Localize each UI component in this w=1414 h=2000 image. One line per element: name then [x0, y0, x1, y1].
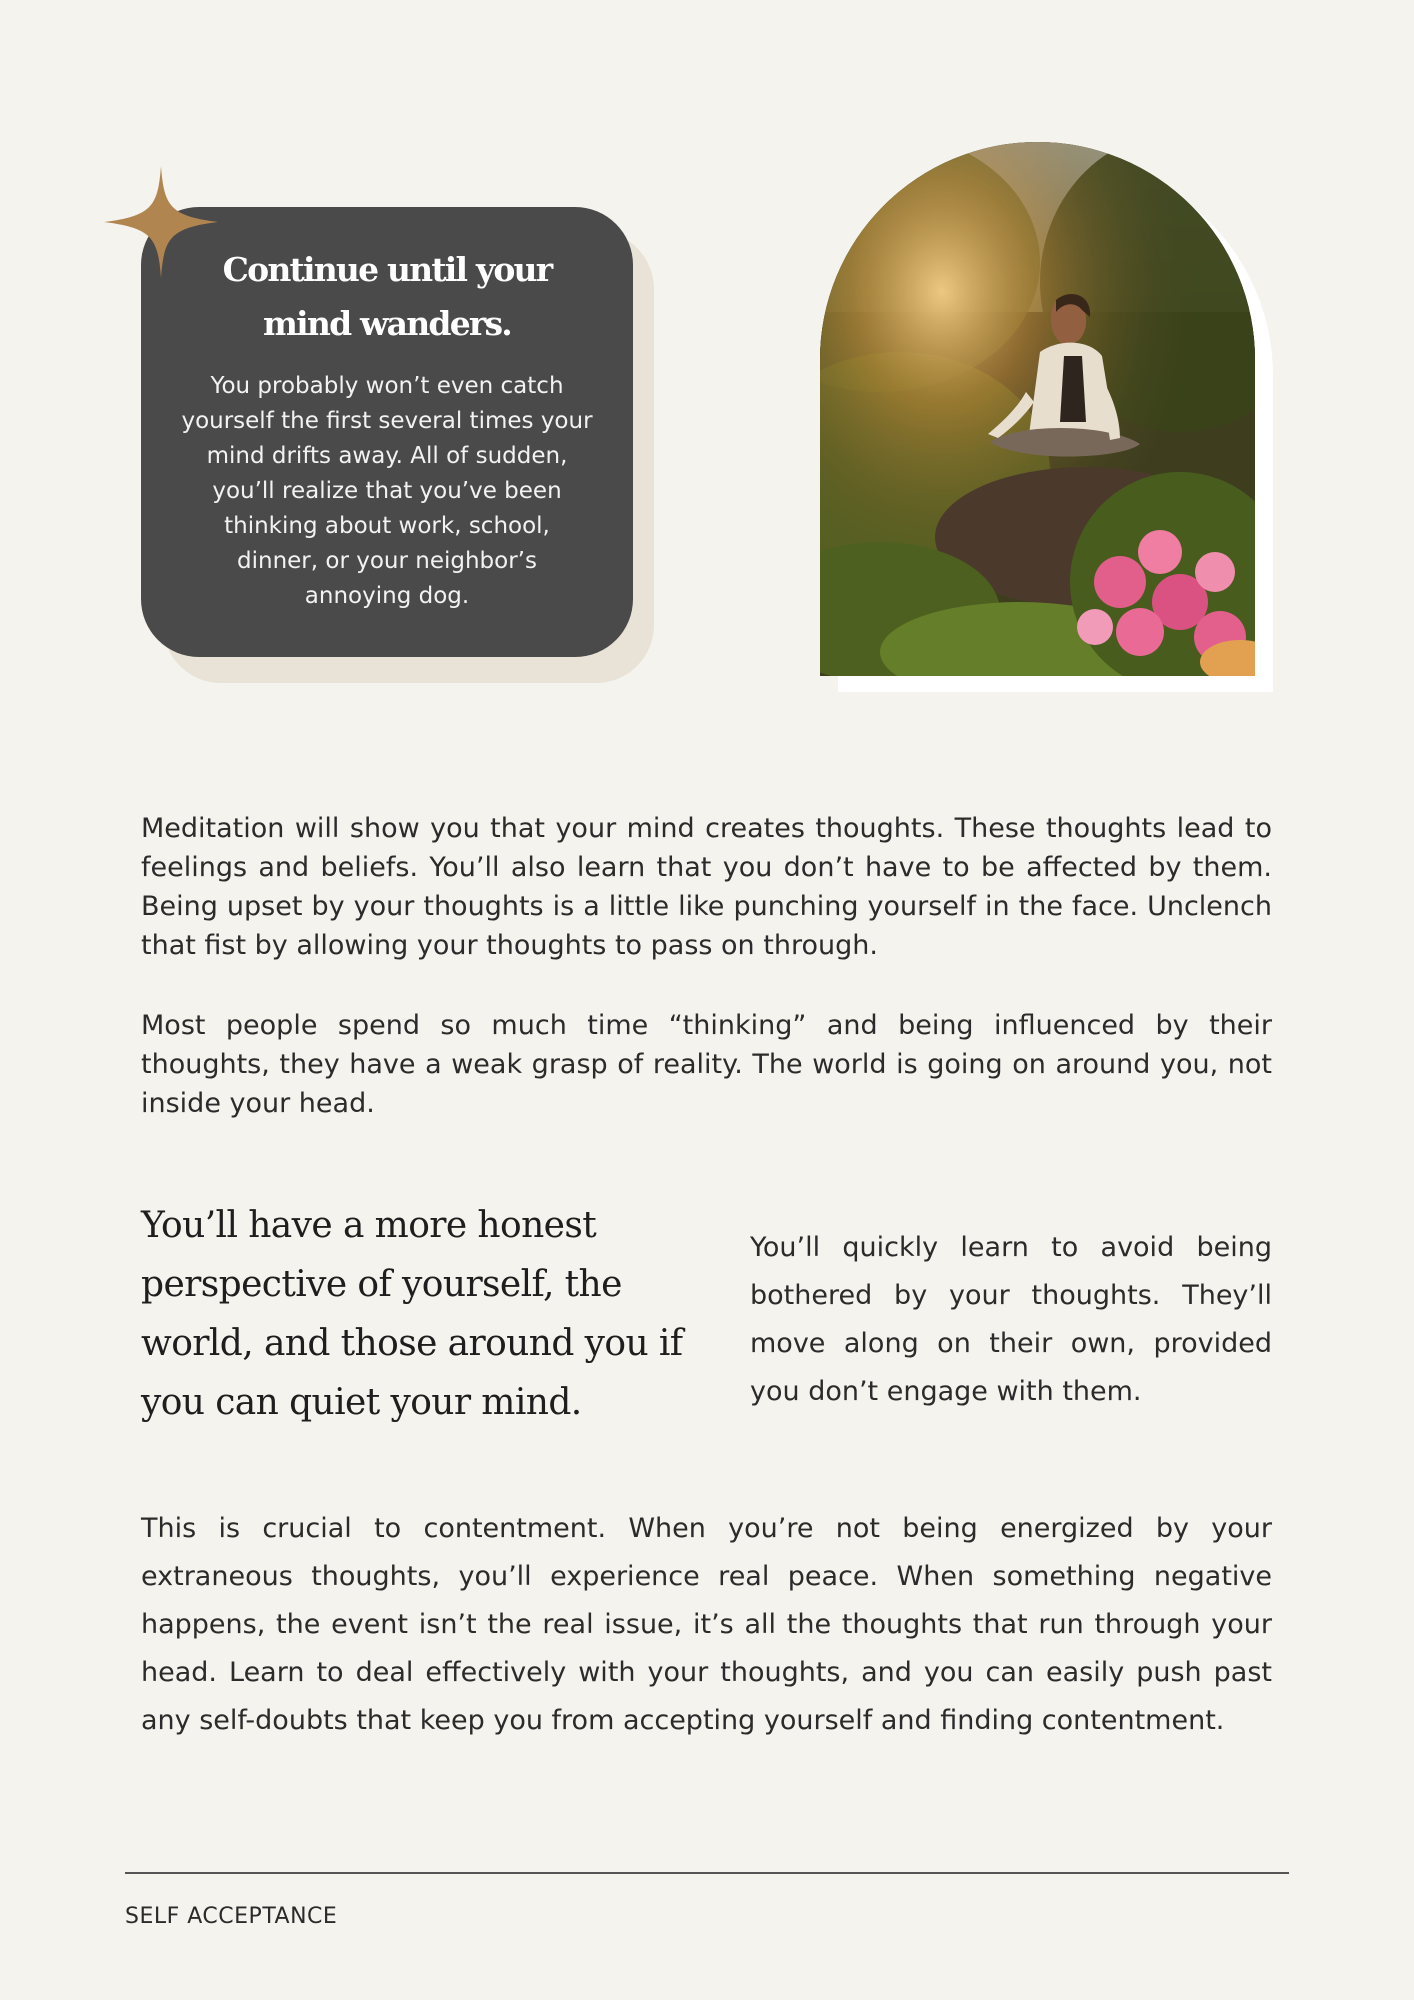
footer-divider: [125, 1872, 1289, 1874]
paragraph-2: Most people spend so much time “thinking” and being influenced by their thoughts, they have a weak grasp of reality. The world is going on around you, not inside your head.: [141, 1010, 1272, 1119]
paragraph-3: This is crucial to contentment. When you’re not being energized by your extraneous thoughts, you’ll experience real peace. When something negative happens, the event isn’t the real issue, it’s all the thoughts that run through your head. Learn to deal effectively with your thoughts, and you can easily push past any self-doubts that keep you from accepting yourself and finding contentment.: [141, 1513, 1272, 1736]
sparkle-icon: [104, 166, 218, 278]
callout-title: Continue until your mind wanders.: [222, 250, 552, 343]
meditation-illustration: [820, 142, 1255, 676]
pull-quote: You’ll have a more honest perspective of yourself, the world, and those around you if you can quiet your mind.: [141, 1205, 683, 1423]
side-text: You’ll quickly learn to avoid being bothered by your thoughts. They’ll move along on their own, provided you don’t engage with them.: [750, 1232, 1272, 1407]
callout-body: You probably won’t even catch yourself the first several times your mind drifts away. All of sudden, you’ll realize that you’ve been thinking about work, school, dinner, or your neighbor’s annoying dog.: [181, 373, 593, 609]
meditation-photo: [820, 142, 1255, 676]
paragraph-1: Meditation will show you that your mind creates thoughts. These thoughts lead to feelings and beliefs. You’ll also learn that you don’t have to be affected by them. Being upset by your thoughts is a little like punching yourself in the face. Unclench that fist by allowing your thoughts to pass on through.: [141, 813, 1272, 961]
footer-label: SELF ACCEPTANCE: [125, 1904, 338, 1929]
